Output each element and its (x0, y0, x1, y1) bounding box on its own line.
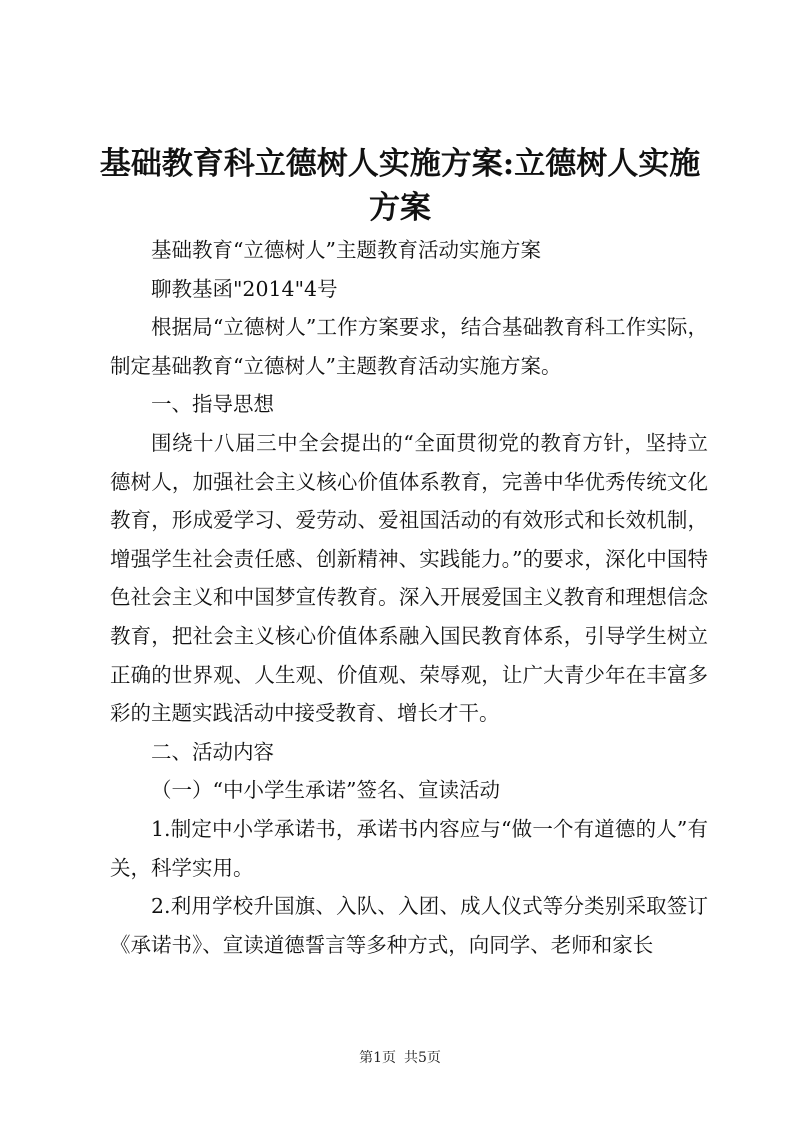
page-number-current: 第1页 (359, 1050, 396, 1066)
list-item-2: 2.利用学校升国旗、入队、入团、成人仪式等分类别采取签订《承诺书》、宣读道德誓言等多种方式，向同学、老师和家长 (110, 894, 708, 957)
subsection-heading-pledge-activity: （一）“中小学生承诺”签名、宣读活动 (151, 778, 500, 803)
page-number-total: 共5页 (404, 1050, 441, 1066)
list-item-1: 1.制定中小学承诺书，承诺书内容应与“做一个有道德的人”有关，科学实用。 (110, 816, 708, 880)
document-body (110, 231, 708, 964)
intro-paragraph: 根据局“立德树人”工作方案要求，结合基础教育科工作实际，制定基础教育“立德树人”主题教育活动实施方案。 (110, 315, 708, 378)
page-footer (0, 1048, 800, 1068)
section-heading-guiding-ideology: 一、指导思想 (151, 392, 274, 417)
document-title-line2: 方案 (369, 190, 431, 226)
document-number: 聊教基函"2014"4号 (151, 276, 338, 301)
subtitle-paragraph: 基础教育“立德树人”主题教育活动实施方案 (151, 238, 541, 262)
document-title-line1: 基础教育科立德树人实施方案:立德树人实施 (99, 146, 701, 182)
guiding-ideology-paragraph: 围绕十八届三中全会提出的“全面贯彻党的教育方针，坚持立德树人，加强社会主义核心价值体系教育，完善中华优秀传统文化教育，形成爱学习、爱劳动、爱祖国活动的有效形式和长效机制，增强学生社会责任感、创新精神、实践能力。”的要求，深化中国特色社会主义和中国梦宣传教育。深入开展爱国主义教育和理想信念教育，把社会主义核心价值体系融入国民教育体系，引导学生树立正确的世界观、人生观、价值观、荣辱观，让广大青少年在丰富多彩的主题实践活动中接受教育、增长才干。 (110, 430, 708, 726)
section-heading-activity-content: 二、活动内容 (151, 739, 274, 764)
